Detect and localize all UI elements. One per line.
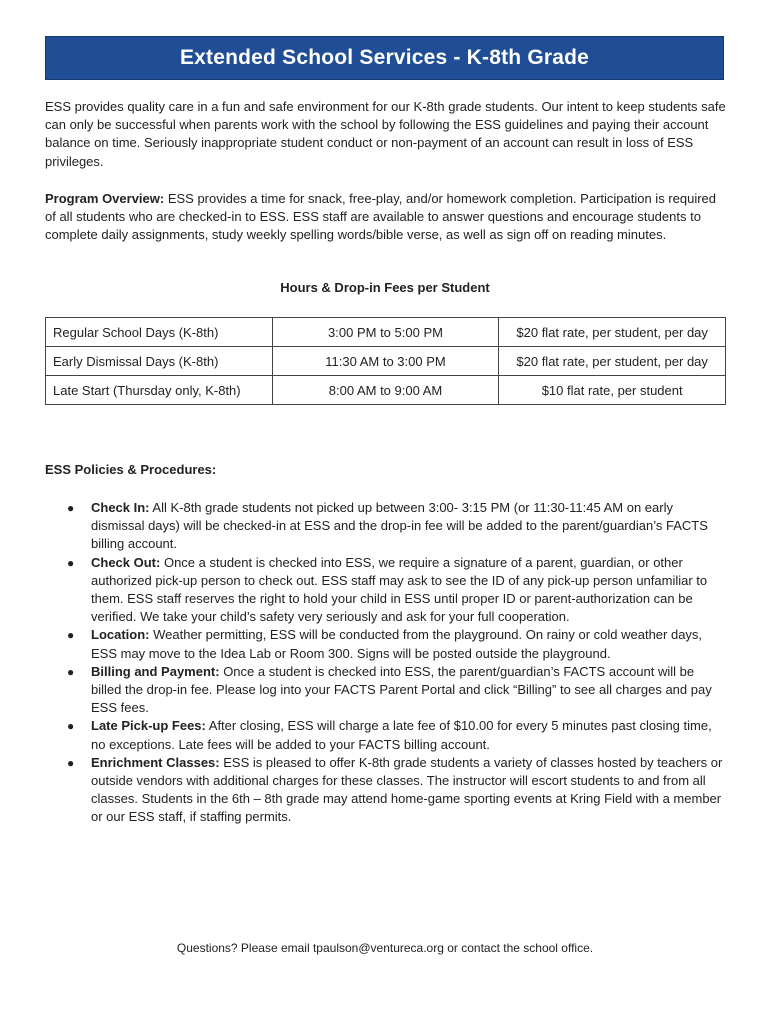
list-item (45, 754, 725, 827)
program-overview-text: ESS provides a time for snack, free-play, and/or homework completion. Participation is required of all students who are checked-in to ESS. ESS staff are available to answer questions and encourage students to complete daily assignments, study weekly spelling words/bible verse, as well as sign off on reading minutes. (45, 191, 717, 243)
list-item (45, 717, 725, 753)
policy-label: Late Pick-up Fees: (91, 718, 206, 734)
bullet-icon: ● (67, 719, 75, 734)
policy-text: ESS is pleased to offer K-8th grade students a variety of classes hosted by teachers or outside vendors with additional charges for these classes. The instructor will escort students to and from all classes. Students in the 6th – 8th grade may attend home-game sporting events at Kring Field with a member or our ESS staff, if staffing permits. (91, 754, 723, 825)
program-overview-paragraph (45, 190, 727, 245)
intro-paragraph: ESS provides quality care in a fun and safe environment for our K-8th grade students. Our intent to keep students safe can only be successful when parents work with the school by following the ESS guidelines and paying their account balance on time. Seriously inappropriate student conduct or non-payment of an account can result in loss of ESS privileges. (45, 99, 726, 169)
table-cell-fee: $10 flat rate, per student (499, 376, 726, 405)
table-cell-day: Regular School Days (K-8th) (46, 318, 273, 347)
policy-text: Once a student is checked into ESS, we require a signature of a parent, guardian, or other authorized pick-up person to check out. ESS staff may ask to see the ID of any pick-up person unfamiliar to them. ESS staff reserves the right to hold your child in ESS until proper ID or parent-authorization can be verified. We take your child’s safety very seriously and ask for your full cooperation. (91, 554, 708, 625)
policies-heading: ESS Policies & Procedures: (45, 462, 217, 477)
table-cell-day: Late Start (Thursday only, K-8th) (46, 376, 273, 405)
policy-label: Location: (91, 627, 150, 643)
policy-label: Billing and Payment: (91, 663, 220, 679)
footer-contact: Questions? Please email tpaulson@ventureca.org or contact the school office. (176, 941, 594, 955)
list-item (45, 554, 725, 627)
program-overview-label: Program Overview: (45, 191, 165, 206)
fees-table-title: Hours & Drop-in Fees per Student (280, 280, 490, 295)
table-cell-hours: 3:00 PM to 5:00 PM (272, 318, 499, 347)
table-cell-hours: 11:30 AM to 3:00 PM (272, 347, 499, 376)
fees-table (45, 317, 726, 405)
table-row (46, 376, 726, 405)
policy-label: Enrichment Classes: (91, 754, 220, 770)
policy-text: After closing, ESS will charge a late fee of $10.00 for every 5 minutes past closing time, no exceptions. Late fees will be added to your FACTS billing account. (91, 718, 712, 752)
policy-text: All K-8th grade students not picked up between 3:00- 3:15 PM (or 11:30-11:45 AM on early dismissal days) will be checked-in at ESS and the drop-in fee will be added to the parent/guardian’s FACTS billing account. (91, 500, 708, 552)
table-row (46, 347, 726, 376)
policy-text: Once a student is checked into ESS, the parent/guardian’s FACTS account will be billed the drop-in fee. Please log into your FACTS Parent Portal and click “Billing” to see all charges and pay ESS fees. (91, 663, 712, 716)
title-banner (45, 36, 724, 80)
bullet-icon: ● (67, 664, 75, 679)
table-cell-fee: $20 flat rate, per student, per day (499, 347, 726, 376)
policy-text: Weather permitting, ESS will be conducted from the playground. On rainy or cold weather days, ESS may move to the Idea Lab or Room 300. Signs will be posted outside the playground. (91, 627, 703, 661)
page-title: Extended School Services - K-8th Grade (179, 46, 590, 69)
policy-label: Check Out: (91, 554, 161, 570)
bullet-icon: ● (67, 628, 75, 643)
table-cell-fee: $20 flat rate, per student, per day (499, 318, 726, 347)
policies-list (45, 499, 725, 827)
bullet-icon: ● (67, 501, 75, 515)
table-row (46, 318, 726, 347)
list-item (45, 499, 725, 554)
table-cell-hours: 8:00 AM to 9:00 AM (272, 376, 499, 405)
policy-label: Check In: (91, 500, 150, 515)
list-item (45, 626, 725, 662)
list-item (45, 663, 725, 718)
bullet-icon: ● (67, 555, 75, 570)
bullet-icon: ● (67, 755, 75, 770)
table-cell-day: Early Dismissal Days (K-8th) (46, 347, 273, 376)
